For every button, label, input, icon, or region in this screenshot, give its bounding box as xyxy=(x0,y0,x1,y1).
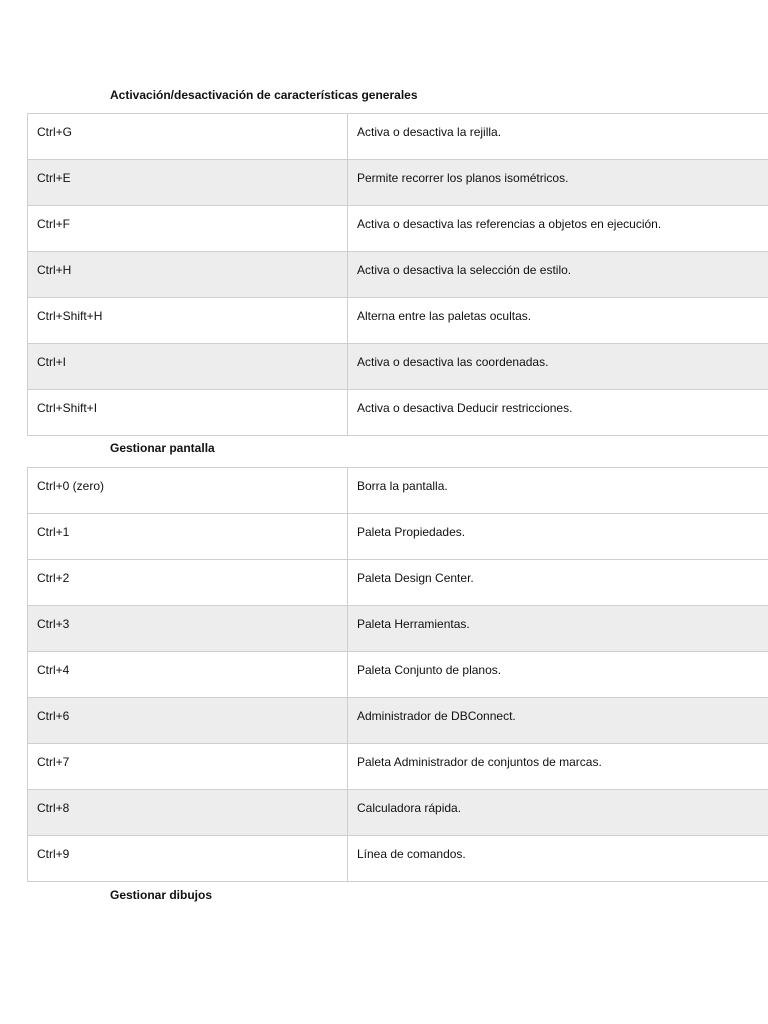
table-row xyxy=(28,514,768,560)
table-row xyxy=(28,468,768,514)
shortcut-key: Ctrl+1 xyxy=(28,514,348,560)
table-row xyxy=(28,836,768,882)
shortcut-description: Activa o desactiva la rejilla. xyxy=(348,114,768,160)
general-toggles-table xyxy=(27,113,768,436)
table-row xyxy=(28,344,768,390)
shortcut-description: Activa o desactiva la selección de estilo. xyxy=(348,252,768,298)
shortcut-description: Alterna entre las paletas ocultas. xyxy=(348,298,768,344)
table-row xyxy=(28,560,768,606)
shortcut-key: Ctrl+F xyxy=(28,206,348,252)
shortcut-description: Paleta Design Center. xyxy=(348,560,768,606)
shortcut-description: Calculadora rápida. xyxy=(348,790,768,836)
shortcut-description: Activa o desactiva Deducir restricciones. xyxy=(348,390,768,436)
table-row xyxy=(28,790,768,836)
table-row xyxy=(28,698,768,744)
shortcut-key: Ctrl+7 xyxy=(28,744,348,790)
shortcut-description: Paleta Administrador de conjuntos de marcas. xyxy=(348,744,768,790)
table-row xyxy=(28,206,768,252)
table-row xyxy=(28,160,768,206)
shortcut-key: Ctrl+4 xyxy=(28,652,348,698)
shortcut-key: Ctrl+2 xyxy=(28,560,348,606)
shortcut-key: Ctrl+6 xyxy=(28,698,348,744)
shortcut-key: Ctrl+E xyxy=(28,160,348,206)
shortcut-key: Ctrl+Shift+I xyxy=(28,390,348,436)
shortcut-description: Permite recorrer los planos isométricos. xyxy=(348,160,768,206)
table-row xyxy=(28,252,768,298)
shortcut-key: Ctrl+8 xyxy=(28,790,348,836)
shortcut-key: Ctrl+H xyxy=(28,252,348,298)
shortcut-description: Activa o desactiva las coordenadas. xyxy=(348,344,768,390)
section-heading-manage-screen: Gestionar pantalla xyxy=(110,441,215,455)
shortcut-description: Borra la pantalla. xyxy=(348,468,768,514)
shortcut-key: Ctrl+0 (zero) xyxy=(28,468,348,514)
shortcut-description: Paleta Conjunto de planos. xyxy=(348,652,768,698)
shortcut-description: Activa o desactiva las referencias a objetos en ejecución. xyxy=(348,206,768,252)
manage-screen-table xyxy=(27,467,768,882)
shortcut-key: Ctrl+I xyxy=(28,344,348,390)
shortcut-description: Línea de comandos. xyxy=(348,836,768,882)
shortcut-key: Ctrl+G xyxy=(28,114,348,160)
shortcut-key: Ctrl+3 xyxy=(28,606,348,652)
table-row xyxy=(28,606,768,652)
table-row xyxy=(28,390,768,436)
section-heading-general-toggles: Activación/desactivación de características generales xyxy=(110,88,418,102)
shortcut-description: Administrador de DBConnect. xyxy=(348,698,768,744)
table-row xyxy=(28,652,768,698)
shortcut-description: Paleta Propiedades. xyxy=(348,514,768,560)
table-row xyxy=(28,298,768,344)
shortcut-key: Ctrl+9 xyxy=(28,836,348,882)
table-row xyxy=(28,744,768,790)
shortcut-key: Ctrl+Shift+H xyxy=(28,298,348,344)
section-heading-manage-drawings: Gestionar dibujos xyxy=(110,888,213,902)
shortcut-description: Paleta Herramientas. xyxy=(348,606,768,652)
table-row xyxy=(28,114,768,160)
